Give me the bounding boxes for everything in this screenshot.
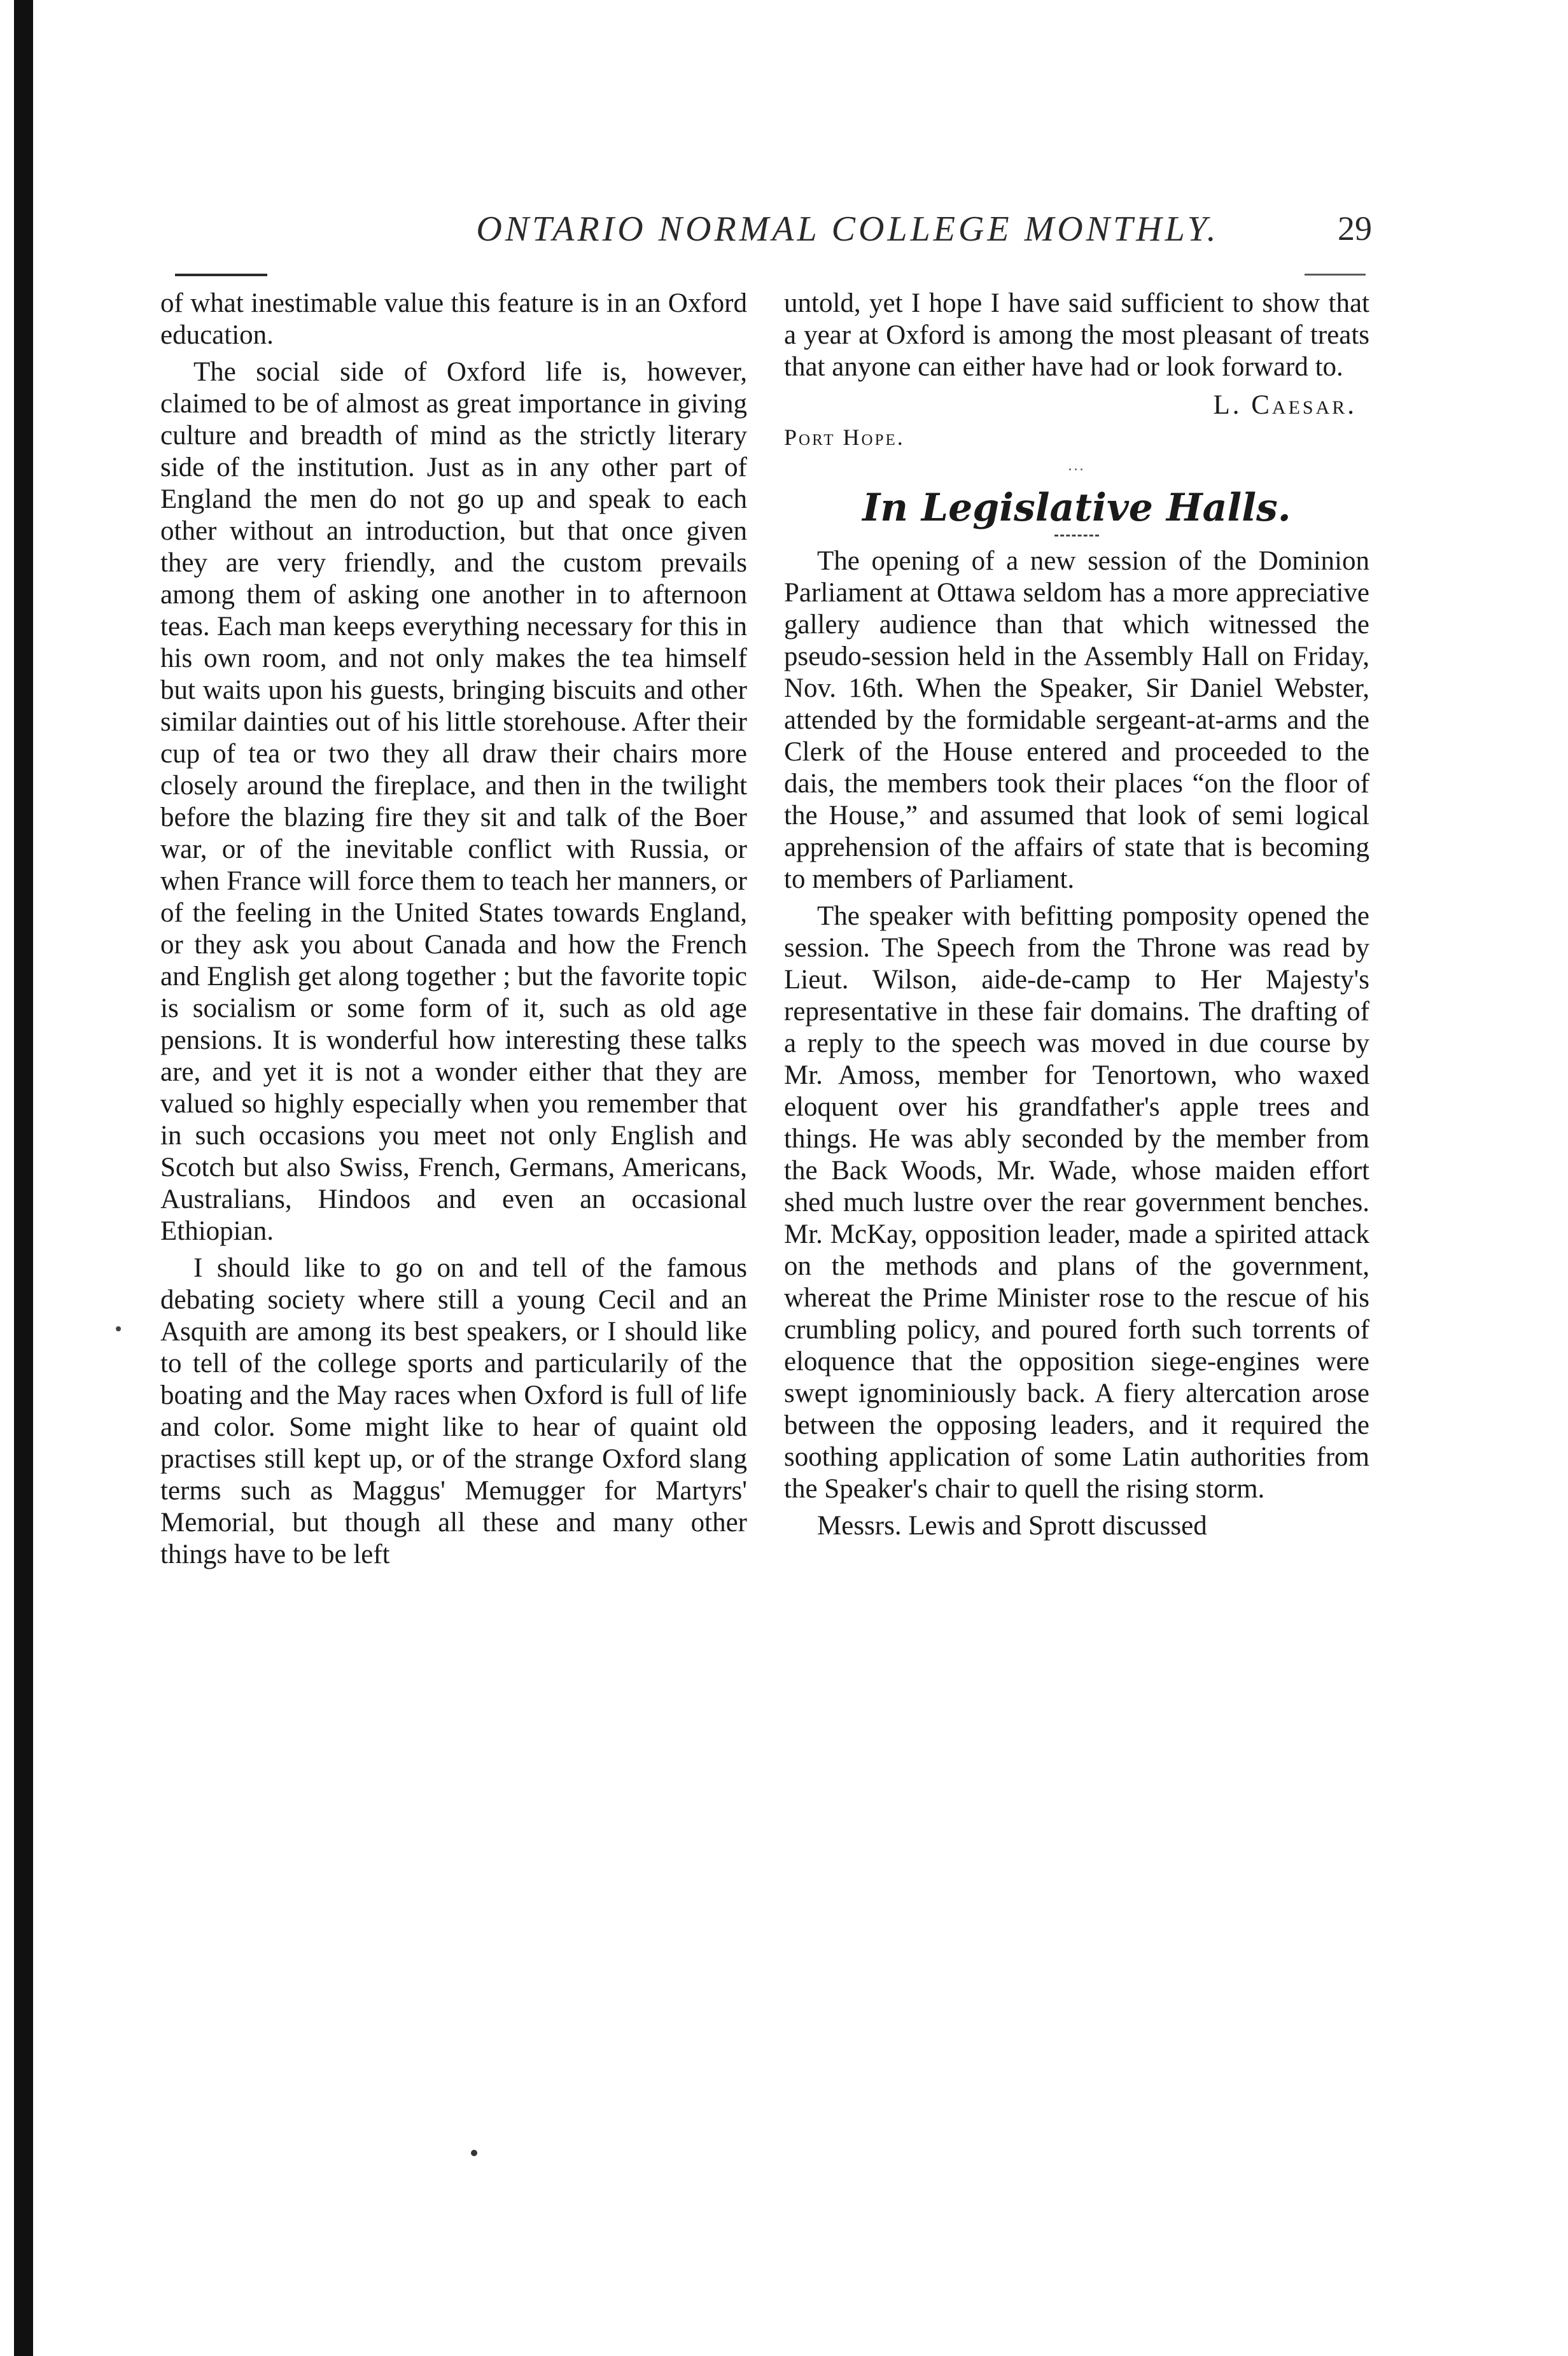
- right-column: [784, 288, 1369, 1542]
- left-column: [160, 288, 747, 1571]
- left-paragraph-3: I should like to go on and tell of the famous debating society where still a young Cecil and an Asquith are among its best speakers, or I should like to tell of the college sports and particularily of the boating and the May races when Oxford is full of life and color. Some might like to hear of quaint old practises still kept up, or of the strange Oxford slang terms such as Maggus' Memugger for Martyrs' Memorial, but though all these and many other things have to be left: [160, 1253, 747, 1569]
- left-paragraph-1: of what inestimable value this feature is in an Oxford education.: [160, 288, 747, 350]
- page-number: 29: [1338, 209, 1372, 248]
- article-title: In Legislative Halls.: [862, 486, 1291, 530]
- author-place: Port Hope.: [784, 424, 905, 450]
- author-signature: L. Caesar.: [1213, 390, 1357, 420]
- right-paragraph-1: untold, yet I hope I have said sufficient to show that a year at Oxford is among the most pleasant of treats that anyone can either have had or look forward to.: [784, 288, 1369, 382]
- right-paragraph-4: Messrs. Lewis and Sprott discussed: [817, 1511, 1207, 1541]
- left-paragraph-2: The social side of Oxford life is, however, claimed to be of almost as great importance in giving culture and breadth of mind as the strictly literary side of the institution. Just as in any other part of England the men do not go up and speak to each other without an introduction, but that once given they are very friendly, and the custom prevails among them of asking one another in to afternoon teas. Each man keeps everything necessary for this in his own room, and not only makes the tea himself but waits upon his guests, bringing biscuits and other similar dainties out of his little storehouse. After their cup of tea or two they all draw their chairs more closely around the fireplace, and then in the twilight before the blazing fire they sit and talk of the Boer war, or of the inevitable conflict with Russia, or when France will force them to teach her manners, or of the feeling in the United States towards England, or they ask you about Canada and how the French and English get along together ; but the favorite topic is socialism or some form of it, such as old age pensions. It is wonderful how interesting these talks are, and yet it is not a wonder either that they are valued so highly especially when you remember that in such occasions you meet not only English and Scotch but also Swiss, French, Germans, Americans, Australians, Hindoos and even an occasional Ethiopian.: [160, 357, 747, 1246]
- print-speck: [116, 1326, 121, 1331]
- running-head: ONTARIO NORMAL COLLEGE MONTHLY.: [476, 209, 1219, 249]
- header-rule-right: [1305, 274, 1366, 276]
- page-binding-edge: [14, 0, 33, 2356]
- section-separator: ...: [1068, 458, 1086, 474]
- header-rule-left: [175, 274, 267, 276]
- right-paragraph-3: The speaker with befitting pomposity opened the session. The Speech from the Throne was read by Lieut. Wilson, aide-de-camp to Her Majesty's representative in these fair domains. The drafting of a reply to the speech was moved in due course by Mr. Amoss, member for Tenortown, who waxed eloquent over his grandfather's apple trees and things. He was ably seconded by the member from the Back Woods, Mr. Wade, whose maiden effort shed much lustre over the rear government benches. Mr. McKay, opposition leader, made a spirited attack on the methods and plans of the government, whereat the Prime Minister rose to the rescue of his crumbling policy, and poured forth such torrents of eloquence that the opposition siege-engines were swept ignominiously back. A fiery altercation arose between the opposing leaders, and it required the soothing application of some Latin authorities from the Speaker's chair to quell the rising storm.: [784, 901, 1369, 1504]
- print-speck: [471, 2150, 477, 2156]
- title-rule: [1054, 535, 1099, 536]
- right-paragraph-2: The opening of a new session of the Dominion Parliament at Ottawa seldom has a more appreciative gallery audience than that which witnessed the pseudo-session held in the Assembly Hall on Friday, Nov. 16th. When the Speaker, Sir Daniel Webster, attended by the formidable sergeant-at-arms and the Clerk of the House entered and proceeded to the dais, the members took their places “on the floor of the House,” and assumed that look of semi logical apprehension of the affairs of state that is becoming to members of Parliament.: [784, 546, 1369, 894]
